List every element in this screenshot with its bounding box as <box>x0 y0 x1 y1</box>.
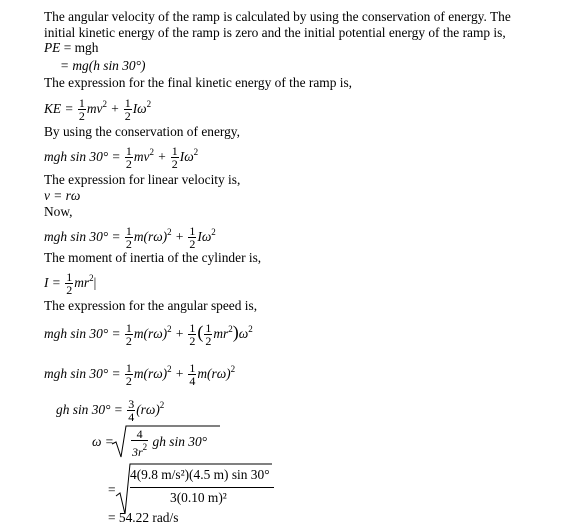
fraction-half: $\frac{1}{2}$ <box>125 361 132 389</box>
angular-speed-intro: The expression for the angular speed is, <box>44 298 258 313</box>
conservation-intro: By using the conservation of energy, <box>44 124 240 139</box>
fraction-half: $\frac{1}{2}$ <box>78 96 85 124</box>
pe-lhs: PE <box>44 40 61 55</box>
pe-equation <box>44 40 98 56</box>
conservation-equation: mgh sin 30° = $\frac{1}{2}$ $mv^2$ + $\frac{1}{2}$ $I\omega^2$ <box>44 144 199 172</box>
inertia-intro: The moment of inertia of the cylinder is, <box>44 250 262 265</box>
ke-intro: The expression for the final kinetic energy of the ramp is, <box>44 75 353 90</box>
equals-sign: = <box>108 482 116 497</box>
inertia-lhs: I = <box>44 275 61 290</box>
fraction-half: $\frac{1}{2}$ <box>66 270 73 298</box>
omega-radicand <box>130 428 207 458</box>
fraction-bar <box>130 487 274 488</box>
fraction-half: $\frac{1}{2}$ <box>171 144 178 172</box>
fraction-three-quarters: $\frac{3}{4}$ <box>128 397 135 425</box>
fraction-half: $\frac{1}{2}$ <box>189 224 196 252</box>
final-result: = 54.22 rad/s <box>108 510 179 525</box>
fraction-half: $\frac{1}{2}$ <box>125 321 132 349</box>
fraction-half: $\frac{1}{2}$ <box>124 96 131 124</box>
fraction-half: $\frac{1}{2}$ <box>125 144 132 172</box>
angular-equation-2: mgh sin 30° = $\frac{1}{2}$ $m(r\omega)^2$ + $\frac{1}{4}$ $m(r\omega)^2$ <box>44 361 236 389</box>
fraction-half: $\frac{1}{2}$ <box>189 321 196 349</box>
fraction-half: $\frac{1}{2}$ <box>125 224 132 252</box>
now-label: Now, <box>44 204 73 219</box>
linear-velocity-intro: The expression for linear velocity is, <box>44 172 241 187</box>
intro-line-2: initial kinetic energy of the ramp is zero and the initial potential energy of the ramp is, <box>44 25 506 40</box>
omega-equation <box>92 428 114 456</box>
omega-inner: gh sin 30° <box>152 434 207 450</box>
denominator-substitution: 3(0.10 m)² <box>170 490 227 505</box>
fraction-half: $\frac{1}{2}$ <box>205 321 212 349</box>
intro-line-1: The angular velocity of the ramp is calculated by using the conservation of energy. The <box>44 9 511 24</box>
angular-equation-3: gh sin 30° = $\frac{3}{4}$ $(r\omega)^2$ <box>56 397 165 425</box>
a1-lhs: mgh sin 30° = <box>44 326 121 341</box>
now-lhs: mgh sin 30° = <box>44 229 121 244</box>
fraction-four-over-3r2: $\frac{4}{3r^2}$ <box>132 427 148 459</box>
pe-rhs: = mgh <box>63 40 99 55</box>
pe-equation-expanded: = mg(h sin 30°) <box>60 58 146 73</box>
ke-equation: KE = $\frac{1}{2}$ $mv^2$ + $\frac{1}{2}$ $I\omega^2$ <box>44 96 152 124</box>
ke-lhs: KE = <box>44 101 74 116</box>
linear-velocity-equation: v = rω <box>44 188 81 203</box>
omega-lhs: ω = <box>92 434 114 449</box>
substitution-equation: mgh sin 30° = $\frac{1}{2}$ $m(r\omega)^2$ + $\frac{1}{2}$ $I\omega^2$ <box>44 224 216 252</box>
numerator-substitution: 4(9.8 m/s²)(4.5 m) sin 30° <box>130 467 270 482</box>
angular-equation-1: mgh sin 30° = $\frac{1}{2}$ $m(r\omega)^2$ + $\frac{1}{2}$ ( $\frac{1}{2}$ $mr^2)\omega^2$ <box>44 321 253 349</box>
a3-lhs: gh sin 30° = <box>56 402 123 417</box>
a2-lhs: mgh sin 30° = <box>44 366 121 381</box>
inertia-equation: I = $\frac{1}{2}$ $mr^2|$ <box>44 270 97 298</box>
cons-lhs: mgh sin 30° = <box>44 149 121 164</box>
fraction-quarter: $\frac{1}{4}$ <box>189 361 196 389</box>
